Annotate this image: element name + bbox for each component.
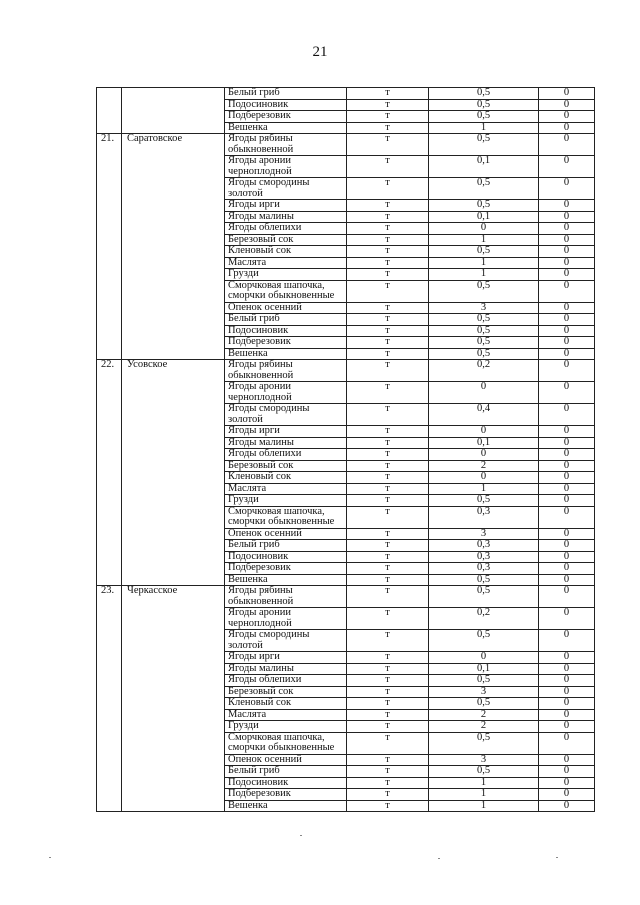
resource-name: Подосиновик	[225, 551, 347, 563]
quota-value: 0,5	[429, 348, 539, 360]
unit-cell: т	[347, 111, 429, 123]
value-cell: 0	[539, 551, 595, 563]
unit-cell: т	[347, 99, 429, 111]
value-cell: 0	[539, 506, 595, 528]
resource-name: Ягоды смородины золотой	[225, 404, 347, 426]
value-cell: 0	[539, 178, 595, 200]
value-cell: 0	[539, 314, 595, 326]
resource-name: Ягоды рябины обыкновенной	[225, 360, 347, 382]
unit-cell: т	[347, 709, 429, 721]
resource-name: Кленовый сок	[225, 698, 347, 710]
unit-cell: т	[347, 686, 429, 698]
region-name: Саратовское	[122, 134, 225, 360]
resource-name: Вешенка	[225, 348, 347, 360]
resource-name: Подберезовик	[225, 789, 347, 801]
resource-name: Ягоды рябины обыкновенной	[225, 134, 347, 156]
value-cell: 0	[539, 122, 595, 134]
value-cell: 0	[539, 652, 595, 664]
value-cell: 0	[539, 460, 595, 472]
unit-cell: т	[347, 495, 429, 507]
table-row	[97, 586, 595, 608]
quota-value: 0,5	[429, 280, 539, 302]
resource-name: Грузди	[225, 269, 347, 281]
quota-value: 0,3	[429, 506, 539, 528]
unit-cell: т	[347, 540, 429, 552]
value-cell: 0	[539, 698, 595, 710]
unit-cell: т	[347, 314, 429, 326]
quota-value: 0,5	[429, 134, 539, 156]
resource-name: Грузди	[225, 495, 347, 507]
unit-cell: т	[347, 404, 429, 426]
quota-value: 0,5	[429, 732, 539, 754]
value-cell: 0	[539, 540, 595, 552]
unit-cell: т	[347, 122, 429, 134]
scan-speck	[300, 835, 302, 836]
region-number: 22.	[97, 360, 122, 586]
resource-name: Сморчковая шапочка, сморчки обыкновенные	[225, 732, 347, 754]
value-cell: 0	[539, 574, 595, 586]
quota-value: 0,5	[429, 337, 539, 349]
quota-value: 0,5	[429, 325, 539, 337]
resource-name: Подосиновик	[225, 777, 347, 789]
value-cell: 0	[539, 495, 595, 507]
value-cell: 0	[539, 528, 595, 540]
value-cell: 0	[539, 382, 595, 404]
quota-value: 0,3	[429, 563, 539, 575]
quota-value: 0	[429, 449, 539, 461]
resource-name: Кленовый сок	[225, 472, 347, 484]
quota-value: 0,5	[429, 88, 539, 100]
quota-value: 2	[429, 460, 539, 472]
value-cell: 0	[539, 608, 595, 630]
unit-cell: т	[347, 789, 429, 801]
unit-cell: т	[347, 337, 429, 349]
unit-cell: т	[347, 269, 429, 281]
resource-name: Маслята	[225, 257, 347, 269]
region-number: 23.	[97, 586, 122, 812]
quota-value: 0,5	[429, 630, 539, 652]
resource-name: Белый гриб	[225, 766, 347, 778]
unit-cell: т	[347, 211, 429, 223]
quota-value: 0,5	[429, 99, 539, 111]
resource-name: Ягоды смородины золотой	[225, 630, 347, 652]
resource-name: Березовый сок	[225, 460, 347, 472]
resource-name: Подосиновик	[225, 99, 347, 111]
quota-value: 0,2	[429, 360, 539, 382]
value-cell: 0	[539, 437, 595, 449]
value-cell: 0	[539, 777, 595, 789]
value-cell: 0	[539, 211, 595, 223]
resource-name: Белый гриб	[225, 88, 347, 100]
quota-value: 0,4	[429, 404, 539, 426]
region-name	[122, 88, 225, 134]
unit-cell: т	[347, 348, 429, 360]
resource-name: Ягоды малины	[225, 437, 347, 449]
unit-cell: т	[347, 551, 429, 563]
quota-value: 0	[429, 426, 539, 438]
resource-name: Ягоды облепихи	[225, 449, 347, 461]
quota-value: 3	[429, 302, 539, 314]
quota-value: 0,5	[429, 246, 539, 258]
value-cell: 0	[539, 709, 595, 721]
unit-cell: т	[347, 652, 429, 664]
resource-name: Маслята	[225, 483, 347, 495]
value-cell: 0	[539, 766, 595, 778]
value-cell: 0	[539, 472, 595, 484]
value-cell: 0	[539, 675, 595, 687]
quota-value: 0,5	[429, 495, 539, 507]
unit-cell: т	[347, 88, 429, 100]
unit-cell: т	[347, 257, 429, 269]
quota-value: 1	[429, 777, 539, 789]
unit-cell: т	[347, 178, 429, 200]
quota-value: 0,1	[429, 156, 539, 178]
resource-name: Белый гриб	[225, 540, 347, 552]
region-number: 21.	[97, 134, 122, 360]
resource-name: Опенок осенний	[225, 302, 347, 314]
region-name: Черкасское	[122, 586, 225, 812]
resource-name: Подберезовик	[225, 111, 347, 123]
resource-name: Белый гриб	[225, 314, 347, 326]
unit-cell: т	[347, 754, 429, 766]
table-row	[97, 134, 595, 156]
unit-cell: т	[347, 246, 429, 258]
quota-value: 0,5	[429, 314, 539, 326]
unit-cell: т	[347, 200, 429, 212]
scan-speck	[556, 857, 558, 858]
resource-name: Березовый сок	[225, 234, 347, 246]
value-cell: 0	[539, 800, 595, 812]
value-cell: 0	[539, 111, 595, 123]
quota-value: 1	[429, 800, 539, 812]
unit-cell: т	[347, 302, 429, 314]
quota-value: 0,5	[429, 675, 539, 687]
value-cell: 0	[539, 721, 595, 733]
resource-name: Ягоды ирги	[225, 652, 347, 664]
value-cell: 0	[539, 404, 595, 426]
value-cell: 0	[539, 234, 595, 246]
unit-cell: т	[347, 134, 429, 156]
quota-value: 0,3	[429, 551, 539, 563]
quota-value: 1	[429, 122, 539, 134]
unit-cell: т	[347, 800, 429, 812]
quota-value: 3	[429, 754, 539, 766]
value-cell: 0	[539, 88, 595, 100]
quota-value: 1	[429, 483, 539, 495]
resource-name: Грузди	[225, 721, 347, 733]
scan-speck	[438, 858, 440, 859]
value-cell: 0	[539, 269, 595, 281]
value-cell: 0	[539, 663, 595, 675]
unit-cell: т	[347, 698, 429, 710]
value-cell: 0	[539, 200, 595, 212]
resource-name: Опенок осенний	[225, 754, 347, 766]
table-row	[97, 360, 595, 382]
quota-value: 3	[429, 686, 539, 698]
unit-cell: т	[347, 777, 429, 789]
resource-name: Подберезовик	[225, 563, 347, 575]
value-cell: 0	[539, 754, 595, 766]
value-cell: 0	[539, 134, 595, 156]
resource-name: Ягоды аронии черноплодной	[225, 382, 347, 404]
quota-value: 1	[429, 234, 539, 246]
quota-value: 0	[429, 382, 539, 404]
resource-name: Вешенка	[225, 574, 347, 586]
value-cell: 0	[539, 563, 595, 575]
unit-cell: т	[347, 449, 429, 461]
resource-name: Ягоды малины	[225, 663, 347, 675]
unit-cell: т	[347, 675, 429, 687]
unit-cell: т	[347, 608, 429, 630]
value-cell: 0	[539, 732, 595, 754]
quota-value: 0,2	[429, 608, 539, 630]
value-cell: 0	[539, 449, 595, 461]
value-cell: 0	[539, 348, 595, 360]
quota-value: 0,5	[429, 111, 539, 123]
quota-value: 0	[429, 223, 539, 235]
quota-value: 0,1	[429, 663, 539, 675]
unit-cell: т	[347, 483, 429, 495]
unit-cell: т	[347, 586, 429, 608]
unit-cell: т	[347, 630, 429, 652]
unit-cell: т	[347, 506, 429, 528]
value-cell: 0	[539, 223, 595, 235]
unit-cell: т	[347, 382, 429, 404]
unit-cell: т	[347, 721, 429, 733]
quota-value: 0,5	[429, 586, 539, 608]
unit-cell: т	[347, 663, 429, 675]
resource-table	[96, 87, 595, 812]
resource-name: Подберезовик	[225, 337, 347, 349]
value-cell: 0	[539, 630, 595, 652]
unit-cell: т	[347, 460, 429, 472]
quota-value: 2	[429, 721, 539, 733]
unit-cell: т	[347, 234, 429, 246]
quota-value: 1	[429, 257, 539, 269]
value-cell: 0	[539, 483, 595, 495]
value-cell: 0	[539, 280, 595, 302]
table-row	[97, 88, 595, 100]
scan-speck	[49, 857, 51, 858]
quota-value: 0,3	[429, 540, 539, 552]
resource-name: Сморчковая шапочка, сморчки обыкновенные	[225, 280, 347, 302]
unit-cell: т	[347, 528, 429, 540]
unit-cell: т	[347, 563, 429, 575]
value-cell: 0	[539, 360, 595, 382]
resource-name: Опенок осенний	[225, 528, 347, 540]
quota-value: 0,5	[429, 178, 539, 200]
resource-name: Ягоды облепихи	[225, 223, 347, 235]
unit-cell: т	[347, 426, 429, 438]
value-cell: 0	[539, 789, 595, 801]
quota-value: 3	[429, 528, 539, 540]
resource-name: Березовый сок	[225, 686, 347, 698]
region-number	[97, 88, 122, 134]
value-cell: 0	[539, 325, 595, 337]
resource-name: Ягоды аронии черноплодной	[225, 608, 347, 630]
unit-cell: т	[347, 766, 429, 778]
quota-value: 0,1	[429, 437, 539, 449]
quota-value: 0,5	[429, 574, 539, 586]
table-body	[97, 88, 595, 812]
quota-value: 0,5	[429, 698, 539, 710]
resource-name: Ягоды ирги	[225, 200, 347, 212]
unit-cell: т	[347, 360, 429, 382]
resource-name: Ягоды ирги	[225, 426, 347, 438]
quota-value: 0,1	[429, 211, 539, 223]
quota-value: 2	[429, 709, 539, 721]
resource-name: Кленовый сок	[225, 246, 347, 258]
value-cell: 0	[539, 586, 595, 608]
unit-cell: т	[347, 280, 429, 302]
unit-cell: т	[347, 156, 429, 178]
resource-name: Вешенка	[225, 800, 347, 812]
value-cell: 0	[539, 302, 595, 314]
unit-cell: т	[347, 325, 429, 337]
quota-value: 0	[429, 472, 539, 484]
resource-name: Ягоды облепихи	[225, 675, 347, 687]
resource-name: Ягоды аронии черноплодной	[225, 156, 347, 178]
quota-value: 1	[429, 269, 539, 281]
resource-name: Сморчковая шапочка, сморчки обыкновенные	[225, 506, 347, 528]
quota-value: 0,5	[429, 200, 539, 212]
value-cell: 0	[539, 337, 595, 349]
resource-name: Подосиновик	[225, 325, 347, 337]
unit-cell: т	[347, 732, 429, 754]
value-cell: 0	[539, 257, 595, 269]
value-cell: 0	[539, 99, 595, 111]
region-name: Усовское	[122, 360, 225, 586]
resource-name: Вешенка	[225, 122, 347, 134]
unit-cell: т	[347, 472, 429, 484]
value-cell: 0	[539, 156, 595, 178]
resource-name: Ягоды рябины обыкновенной	[225, 586, 347, 608]
page-number: 21	[312, 44, 328, 60]
value-cell: 0	[539, 426, 595, 438]
resource-name: Ягоды смородины золотой	[225, 178, 347, 200]
resource-name: Маслята	[225, 709, 347, 721]
unit-cell: т	[347, 574, 429, 586]
quota-value: 0	[429, 652, 539, 664]
unit-cell: т	[347, 437, 429, 449]
quota-value: 1	[429, 789, 539, 801]
quota-value: 0,5	[429, 766, 539, 778]
resource-name: Ягоды малины	[225, 211, 347, 223]
unit-cell: т	[347, 223, 429, 235]
value-cell: 0	[539, 246, 595, 258]
value-cell: 0	[539, 686, 595, 698]
